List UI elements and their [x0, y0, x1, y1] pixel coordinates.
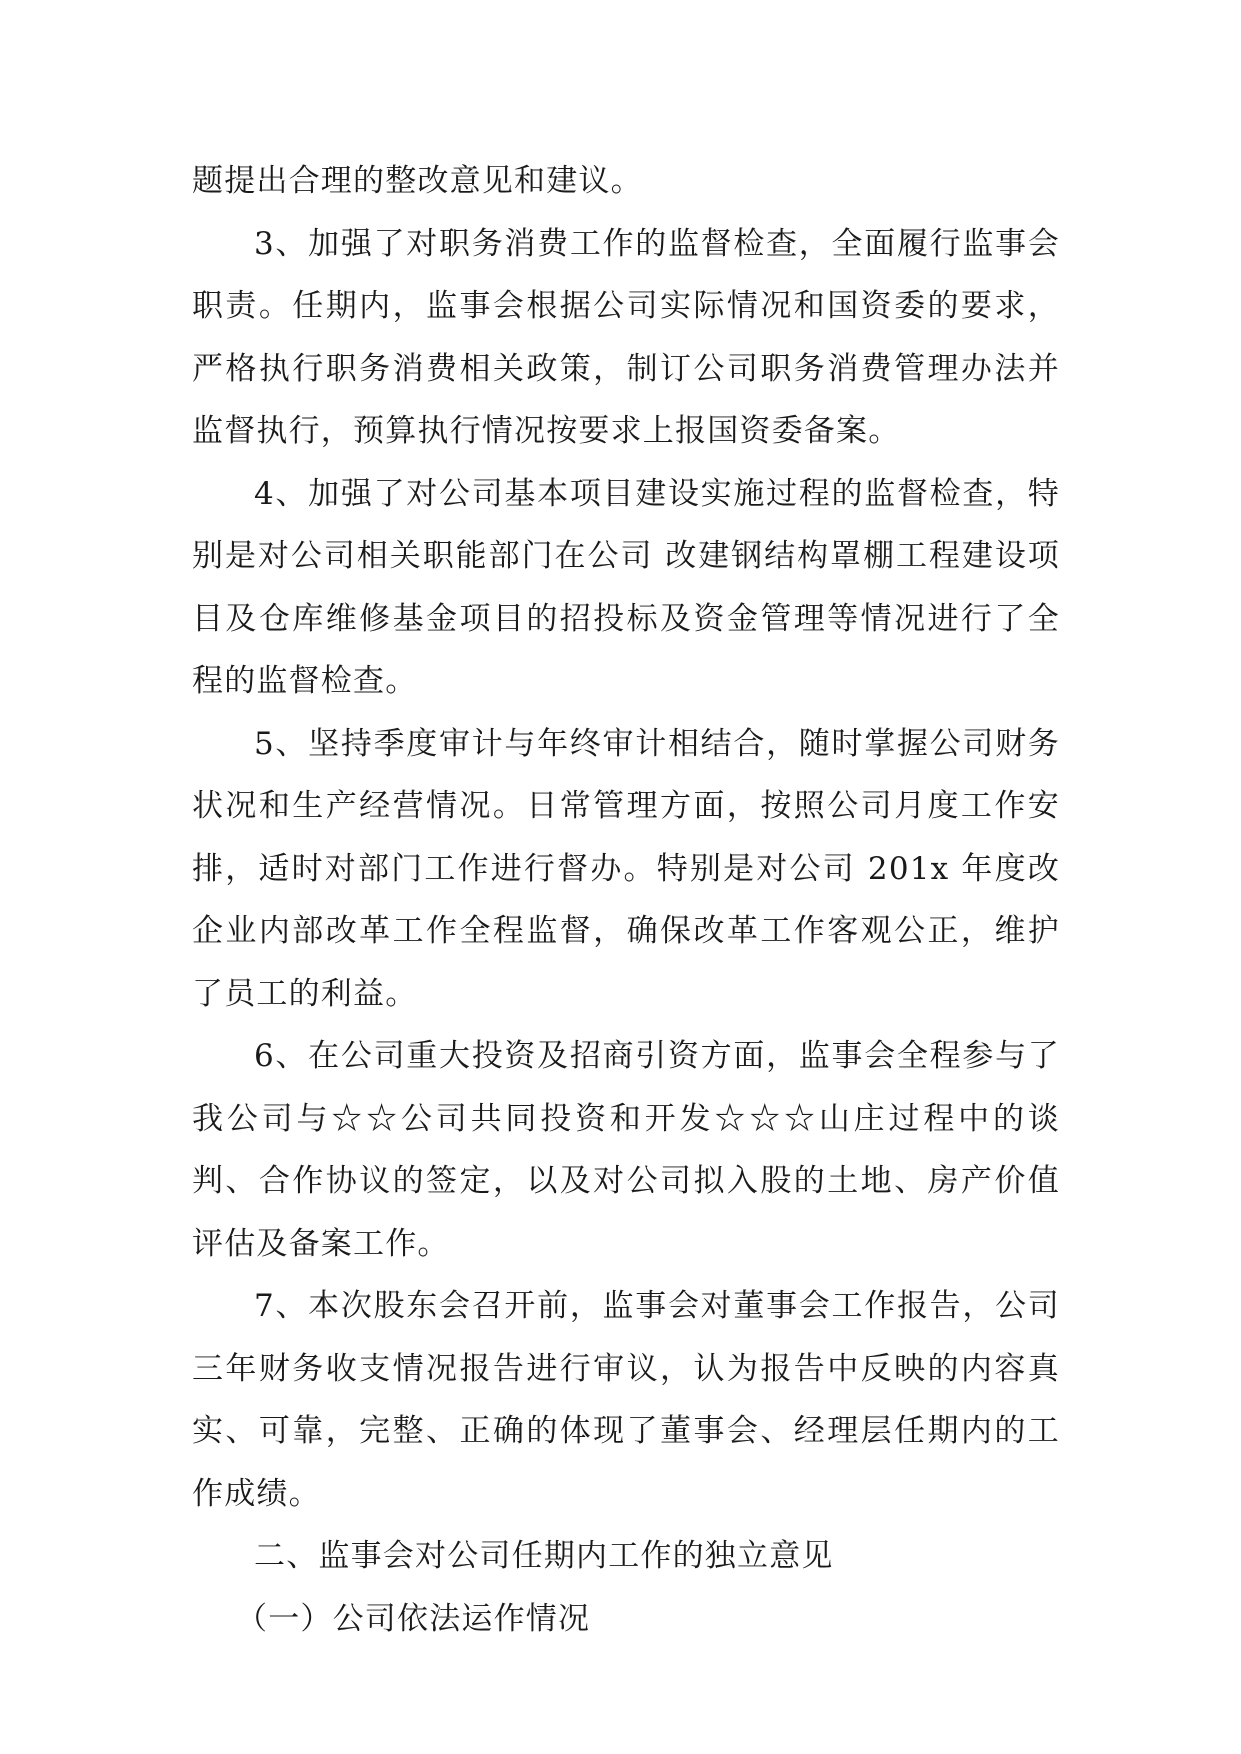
paragraph-continuation: 题提出合理的整改意见和建议。: [192, 163, 643, 199]
paragraph-item-5: 5、坚持季度审计与年终审计相结合，随时掌握公司财务状况和生产经营情况。日常管理方面，按照公司月度工作安排，适时对部门工作进行督办。特别是对公司 201x 年度改企业内部改革工作全程监督，确保改革工作客观公正，维护了员工的利益。: [192, 725, 1060, 1012]
paragraph-item-4: 4、加强了对公司基本项目建设实施过程的监督检查，特别是对公司相关职能部门在公司 改建钢结构罩棚工程建设项目及仓库维修基金项目的招投标及资金管理等情况进行了全程的监督检查。: [192, 475, 1060, 699]
section-heading: 二、监事会对公司任期内工作的独立意见: [254, 1538, 834, 1574]
document-body: [192, 150, 1060, 1650]
paragraph-item-7: 7、本次股东会召开前，监事会对董事会工作报告，公司三年财务收支情况报告进行审议，认为报告中反映的内容真实、可靠，完整、正确的体现了董事会、经理层任期内的工作成绩。: [192, 1288, 1060, 1512]
paragraph-item-6: 6、在公司重大投资及招商引资方面，监事会全程参与了我公司与☆☆公司共同投资和开发☆☆☆山庄过程中的谈判、合作协议的签定，以及对公司拟入股的土地、房产价值评估及备案工作。: [192, 1038, 1060, 1262]
paragraph-item-3: 3、加强了对职务消费工作的监督检查，全面履行监事会职责。任期内，监事会根据公司实际情况和国资委的要求，严格执行职务消费相关政策，制订公司职务消费管理办法并监督执行，预算执行情况按要求上报国资委备案。: [192, 225, 1060, 449]
sub-heading: （一）公司依法运作情况: [236, 1600, 591, 1637]
